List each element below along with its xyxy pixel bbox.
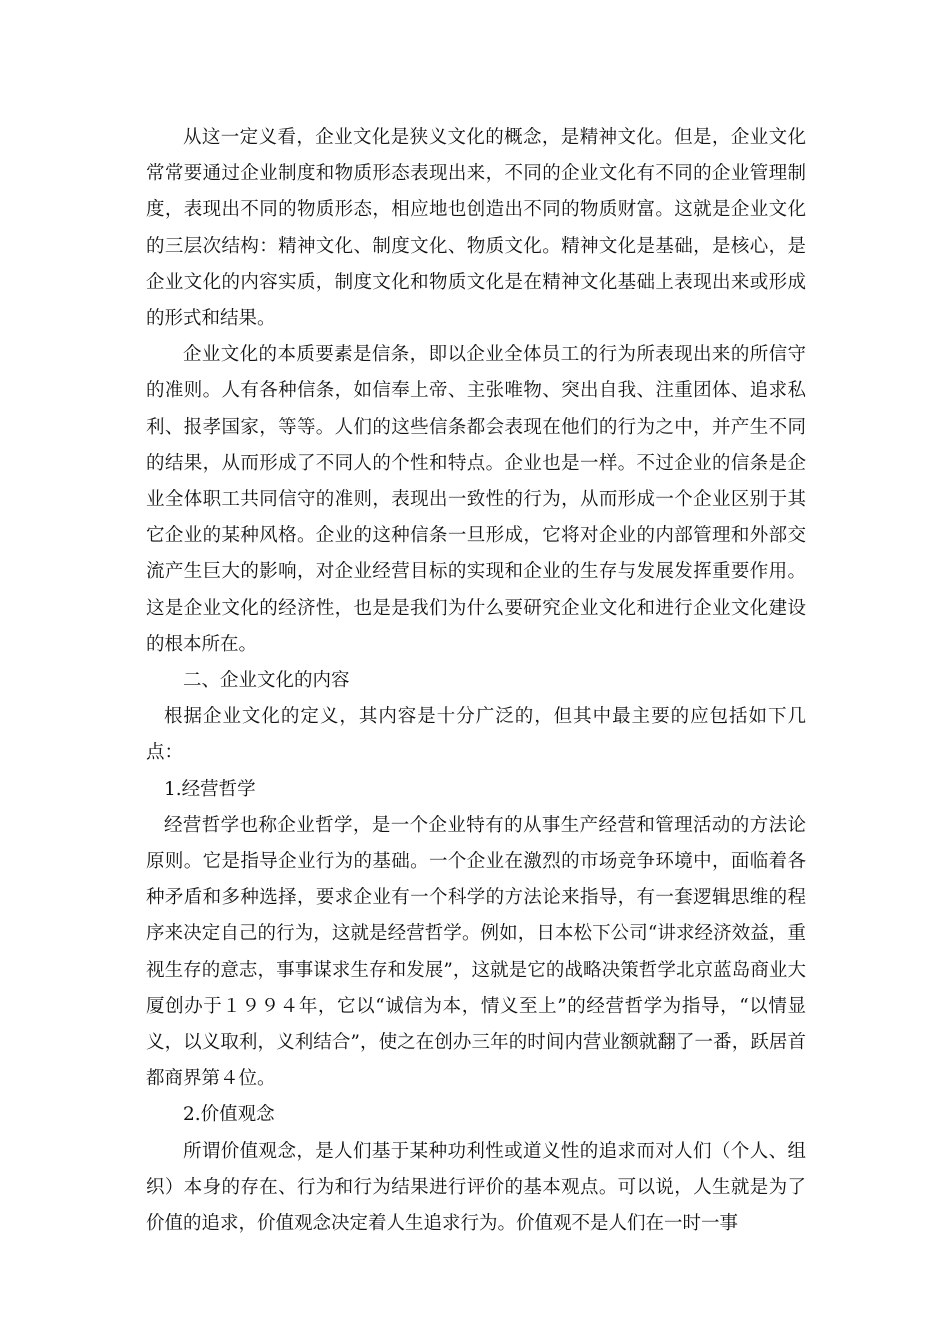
- paragraph-business-philosophy: 经营哲学也称企业哲学，是一个企业特有的从事生产经营和管理活动的方法论原则。它是指导企业行为的基础。一个企业在激烈的市场竞争环境中，面临着各种矛盾和多种选择，要求企业有一个科学的方法论来指导，有一套逻辑思维的程序来决定自己的行为，这就是经营哲学。例如，日本松下公司“讲求经济效益，重视生存的意志，事事谋求生存和发展”，这就是它的战略决策哲学北京蓝岛商业大厦创办于１９９４年，它以“诚信为本，情义至上”的经营哲学为指导，“以情显义，以义取利，义利结合”，使之在创办三年的时间内营业额就翻了一番，跃居首都商界第４位。: [146, 814, 806, 1090]
- paragraph-content-intro: 根据企业文化的定义，其内容是十分广泛的，但其中最主要的应包括如下几点：: [146, 706, 806, 764]
- document-page: [146, 120, 806, 1242]
- paragraph-values: 所谓价值观念，是人们基于某种功利性或道义性的追求而对人们（个人、组织）本身的存在、行为和行为结果进行评价的基本观点。可以说，人生就是为了价值的追求，价值观念决定着人生追求行为。价值观不是人们在一时一事: [146, 1140, 806, 1235]
- section-heading-content: 二、企业文化的内容: [183, 670, 350, 692]
- paragraph-culture-essence: 企业文化的本质要素是信条，即以企业全体员工的行为所表现出来的所信守的准则。人有各种信条，如信奉上帝、主张唯物、突出自我、注重团体、追求私利、报孝国家，等等。人们的这些信条都会表现在他们的行为之中，并产生不同的结果，从而形成了不同人的个性和特点。企业也是一样。不过企业的信条是企业全体职工共同信守的准则，表现出一致性的行为，从而形成一个企业区别于其它企业的某种风格。企业的这种信条一旦形成，它将对企业的内部管理和外部交流产生巨大的影响，对企业经营目标的实现和企业的生存与发展发挥重要作用。这是企业文化的经济性，也是是我们为什么要研究企业文化和进行企业文化建设的根本所在。: [146, 344, 806, 655]
- subheading-values: 2.价值观念: [183, 1104, 275, 1126]
- paragraph-culture-definition: 从这一定义看，企业文化是狭义文化的概念，是精神文化。但是，企业文化常常要通过企业制度和物质形态表现出来，不同的企业文化有不同的企业管理制度，表现出不同的物质形态，相应地也创造出不同的物质财富。这就是企业文化的三层次结构：精神文化、制度文化、物质文化。精神文化是基础，是核心，是企业文化的内容实质，制度文化和物质文化是在精神文化基础上表现出来或形成的形式和结果。: [146, 127, 806, 330]
- subheading-business-philosophy: 1.经营哲学: [164, 778, 256, 800]
